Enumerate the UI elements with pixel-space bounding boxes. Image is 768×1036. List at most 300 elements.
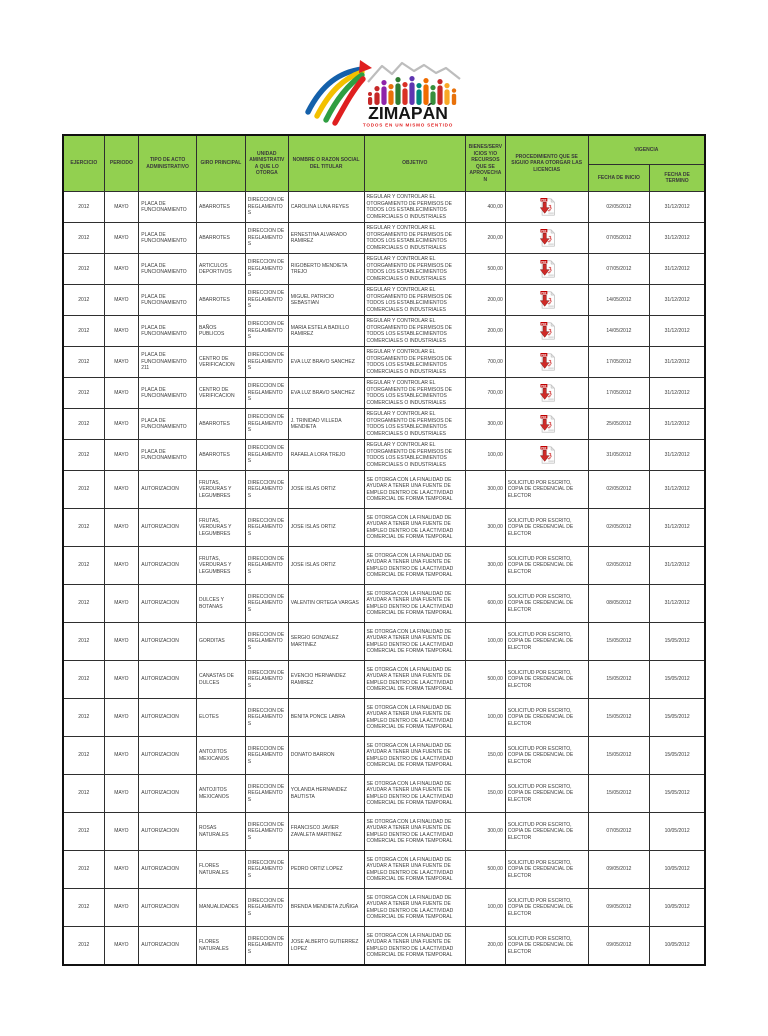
cell-fecha-termino: 31/12/2012 (650, 409, 705, 440)
cell-objetivo: SE OTORGA CON LA FINALIDAD DE AYUDAR A TENER UNA FUENTE DE EMPLEO DENTRO DE LA ACTIVIDAD COMERCIAL DE FORMA TEMPORAL (364, 471, 465, 509)
cell-periodo: MAYO (104, 737, 139, 775)
cell-nombre: BENITA PONCE LABRA (288, 699, 364, 737)
cell-periodo: MAYO (104, 623, 139, 661)
cell-nombre: RAFAELA LORA TREJO (288, 440, 364, 471)
cell-fecha-inicio: 08/05/2012 (588, 585, 650, 623)
cell-periodo: MAYO (104, 378, 139, 409)
cell-giro: ABARROTES (197, 440, 246, 471)
cell-nombre: JOSE ALBERTO GUTIERREZ LOPEZ (288, 927, 364, 966)
cell-objetivo: SE OTORGA CON LA FINALIDAD DE AYUDAR A TENER UNA FUENTE DE EMPLEO DENTRO DE LA ACTIVIDAD COMERCIAL DE FORMA TEMPORAL (364, 623, 465, 661)
cell-periodo: MAYO (104, 223, 139, 254)
cell-ejercicio: 2012 (63, 409, 104, 440)
cell-tipo-acto: AUTORIZACION (139, 889, 197, 927)
cell-monto: 500,00 (465, 254, 505, 285)
municipal-logo (0, 0, 768, 128)
table-row (63, 223, 705, 254)
col-header-ejercicio: EJERCICIO (63, 135, 104, 192)
cell-tipo-acto: PLACA DE FUNCIONAMIENTO (139, 440, 197, 471)
cell-periodo: MAYO (104, 661, 139, 699)
cell-giro: BAÑOS PUBLICOS (197, 316, 246, 347)
cell-procedimiento: SOLICITUD POR ESCRITO, COPIA DE CREDENCIAL DE ELECTOR (505, 547, 588, 585)
col-header-procedimiento: PROCEDIMIENTO QUE SE SIGUIO PARA OTORGAR LAS LICENCIAS (505, 135, 588, 192)
cell-periodo: MAYO (104, 851, 139, 889)
cell-monto: 300,00 (465, 813, 505, 851)
svg-text:PDF: PDF (540, 384, 547, 388)
cell-ejercicio: 2012 (63, 585, 104, 623)
logo-title: ZIMAPÁN (368, 103, 448, 123)
cell-ejercicio: 2012 (63, 347, 104, 378)
cell-unidad: DIRECCION DE REGLAMENTOS (245, 889, 288, 927)
cell-giro: MANUALIDADES (197, 889, 246, 927)
cell-unidad: DIRECCION DE REGLAMENTOS (245, 813, 288, 851)
cell-procedimiento (505, 192, 588, 223)
cell-fecha-inicio: 15/05/2012 (588, 699, 650, 737)
cell-tipo-acto: AUTORIZACION (139, 509, 197, 547)
cell-unidad: DIRECCION DE REGLAMENTOS (245, 316, 288, 347)
cell-ejercicio: 2012 (63, 661, 104, 699)
cell-giro: ABARROTES (197, 285, 246, 316)
cell-monto: 700,00 (465, 378, 505, 409)
cell-ejercicio: 2012 (63, 737, 104, 775)
cell-fecha-inicio: 02/05/2012 (588, 509, 650, 547)
cell-objetivo: SE OTORGA CON LA FINALIDAD DE AYUDAR A TENER UNA FUENTE DE EMPLEO DENTRO DE LA ACTIVIDAD COMERCIAL DE FORMA TEMPORAL (364, 661, 465, 699)
table-row (63, 889, 705, 927)
table-row (63, 347, 705, 378)
cell-monto: 200,00 (465, 927, 505, 966)
cell-fecha-inicio: 25/05/2012 (588, 409, 650, 440)
cell-procedimiento (505, 440, 588, 471)
cell-giro: CENTRO DE VERIFICACION (197, 347, 246, 378)
cell-ejercicio: 2012 (63, 192, 104, 223)
cell-procedimiento (505, 254, 588, 285)
col-header-tipo-acto: TIPO DE ACTO ADMINISTRATIVO (139, 135, 197, 192)
cell-objetivo: SE OTORGA CON LA FINALIDAD DE AYUDAR A TENER UNA FUENTE DE EMPLEO DENTRO DE LA ACTIVIDAD COMERCIAL DE FORMA TEMPORAL (364, 889, 465, 927)
cell-fecha-termino: 10/05/2012 (650, 927, 705, 966)
cell-tipo-acto: AUTORIZACION (139, 547, 197, 585)
cell-nombre: PEDRO ORTIZ LOPEZ (288, 851, 364, 889)
logo-tagline: TODOS EN UN MISMO SENTIDO (362, 122, 454, 128)
cell-ejercicio: 2012 (63, 440, 104, 471)
cell-unidad: DIRECCION DE REGLAMENTOS (245, 347, 288, 378)
cell-monto: 200,00 (465, 223, 505, 254)
cell-tipo-acto: AUTORIZACION (139, 471, 197, 509)
cell-objetivo: REGULAR Y CONTROLAR EL OTORGAMIENTO DE PERMISOS DE TODOS LOS ESTABLECIMIENTOS COMERCIALES O INDUSTRIALES (364, 440, 465, 471)
cell-fecha-inicio: 15/05/2012 (588, 623, 650, 661)
cell-procedimiento: SOLICITUD POR ESCRITO, COPIA DE CREDENCIAL DE ELECTOR (505, 737, 588, 775)
table-row (63, 851, 705, 889)
svg-text:PDF: PDF (540, 353, 547, 357)
col-header-objetivo: OBJETIVO (364, 135, 465, 192)
cell-fecha-inicio: 02/05/2012 (588, 192, 650, 223)
cell-procedimiento: SOLICITUD POR ESCRITO, COPIA DE CREDENCIAL DE ELECTOR (505, 889, 588, 927)
cell-objetivo: SE OTORGA CON LA FINALIDAD DE AYUDAR A TENER UNA FUENTE DE EMPLEO DENTRO DE LA ACTIVIDAD COMERCIAL DE FORMA TEMPORAL (364, 775, 465, 813)
pdf-download-icon[interactable] (538, 414, 556, 434)
cell-ejercicio: 2012 (63, 285, 104, 316)
cell-procedimiento: SOLICITUD POR ESCRITO, COPIA DE CREDENCIAL DE ELECTOR (505, 471, 588, 509)
cell-fecha-termino: 31/12/2012 (650, 285, 705, 316)
cell-ejercicio: 2012 (63, 851, 104, 889)
cell-unidad: DIRECCION DE REGLAMENTOS (245, 409, 288, 440)
cell-tipo-acto: PLACA DE FUNCIONAMIENTO (139, 316, 197, 347)
cell-tipo-acto: PLACA DE FUNCIONAMIENTO 211 (139, 347, 197, 378)
cell-tipo-acto: PLACA DE FUNCIONAMIENTO (139, 223, 197, 254)
cell-nombre: FRANCISCO JAVIER ZAVALETA MARTINEZ (288, 813, 364, 851)
cell-objetivo: REGULAR Y CONTROLAR EL OTORGAMIENTO DE PERMISOS DE TODOS LOS ESTABLECIMIENTOS COMERCIALES O INDUSTRIALES (364, 192, 465, 223)
cell-fecha-termino: 31/12/2012 (650, 223, 705, 254)
cell-procedimiento: SOLICITUD POR ESCRITO, COPIA DE CREDENCIAL DE ELECTOR (505, 623, 588, 661)
cell-periodo: MAYO (104, 927, 139, 966)
cell-ejercicio: 2012 (63, 775, 104, 813)
cell-fecha-inicio: 15/05/2012 (588, 737, 650, 775)
cell-periodo: MAYO (104, 347, 139, 378)
cell-monto: 300,00 (465, 409, 505, 440)
col-header-giro: GIRO PRINCIPAL (197, 135, 246, 192)
cell-periodo: MAYO (104, 409, 139, 440)
pdf-download-icon[interactable] (538, 445, 556, 465)
pdf-download-icon[interactable] (538, 321, 556, 341)
cell-objetivo: SE OTORGA CON LA FINALIDAD DE AYUDAR A TENER UNA FUENTE DE EMPLEO DENTRO DE LA ACTIVIDAD COMERCIAL DE FORMA TEMPORAL (364, 813, 465, 851)
cell-fecha-inicio: 14/05/2012 (588, 316, 650, 347)
cell-unidad: DIRECCION DE REGLAMENTOS (245, 927, 288, 966)
cell-fecha-termino: 15/05/2012 (650, 699, 705, 737)
cell-periodo: MAYO (104, 192, 139, 223)
cell-tipo-acto: AUTORIZACION (139, 661, 197, 699)
cell-ejercicio: 2012 (63, 927, 104, 966)
cell-tipo-acto: PLACA DE FUNCIONAMIENTO (139, 192, 197, 223)
cell-monto: 600,00 (465, 585, 505, 623)
cell-giro: ARTICULOS DEPORTIVOS (197, 254, 246, 285)
cell-tipo-acto: AUTORIZACION (139, 623, 197, 661)
cell-unidad: DIRECCION DE REGLAMENTOS (245, 661, 288, 699)
cell-procedimiento (505, 347, 588, 378)
cell-periodo: MAYO (104, 547, 139, 585)
cell-giro: ABARROTES (197, 223, 246, 254)
cell-periodo: MAYO (104, 699, 139, 737)
cell-monto: 150,00 (465, 775, 505, 813)
cell-objetivo: SE OTORGA CON LA FINALIDAD DE AYUDAR A TENER UNA FUENTE DE EMPLEO DENTRO DE LA ACTIVIDAD COMERCIAL DE FORMA TEMPORAL (364, 851, 465, 889)
cell-fecha-termino: 10/05/2012 (650, 813, 705, 851)
cell-giro: ROSAS NATURALES (197, 813, 246, 851)
cell-fecha-inicio: 09/05/2012 (588, 927, 650, 966)
cell-fecha-termino: 31/12/2012 (650, 471, 705, 509)
cell-monto: 400,00 (465, 192, 505, 223)
cell-nombre: J. TRINIDAD VILLEDA MENDIETA (288, 409, 364, 440)
cell-periodo: MAYO (104, 775, 139, 813)
cell-monto: 500,00 (465, 851, 505, 889)
table-row (63, 409, 705, 440)
cell-giro: CANASTAS DE DULCES (197, 661, 246, 699)
cell-giro: CENTRO DE VERIFICACION (197, 378, 246, 409)
cell-unidad: DIRECCION DE REGLAMENTOS (245, 440, 288, 471)
cell-unidad: DIRECCION DE REGLAMENTOS (245, 585, 288, 623)
cell-monto: 150,00 (465, 737, 505, 775)
cell-fecha-inicio: 14/05/2012 (588, 285, 650, 316)
table-row (63, 737, 705, 775)
cell-fecha-termino: 31/12/2012 (650, 347, 705, 378)
cell-ejercicio: 2012 (63, 699, 104, 737)
cell-nombre: ERNESTINA ALVARADO RAMIREZ (288, 223, 364, 254)
svg-text:PDF: PDF (540, 229, 547, 233)
cell-ejercicio: 2012 (63, 889, 104, 927)
cell-fecha-inicio: 07/05/2012 (588, 223, 650, 254)
col-header-nombre: NOMBRE O RAZON SOCIAL DEL TITULAR (288, 135, 364, 192)
cell-ejercicio: 2012 (63, 471, 104, 509)
cell-giro: DULCES Y BOTANAS (197, 585, 246, 623)
cell-tipo-acto: AUTORIZACION (139, 813, 197, 851)
svg-text:PDF: PDF (540, 291, 547, 295)
cell-fecha-inicio: 15/05/2012 (588, 661, 650, 699)
col-header-fecha-termino: FECHA DE TERMINO (650, 165, 705, 192)
cell-fecha-termino: 31/12/2012 (650, 547, 705, 585)
table-row (63, 699, 705, 737)
table-row (63, 623, 705, 661)
cell-nombre: YOLANDA HERNANDEZ BAUTISTA (288, 775, 364, 813)
color-arcs-icon (308, 60, 372, 123)
cell-fecha-termino: 31/12/2012 (650, 378, 705, 409)
cell-fecha-inicio: 15/05/2012 (588, 775, 650, 813)
cell-nombre: EVA LUZ BRAVO SANCHEZ (288, 378, 364, 409)
cell-ejercicio: 2012 (63, 378, 104, 409)
zimapan-logo-graphic (304, 58, 464, 128)
cell-nombre: EVENCIO HERNANDEZ RAMIREZ (288, 661, 364, 699)
permits-table (62, 134, 706, 966)
pdf-download-icon[interactable] (538, 290, 556, 310)
table-row (63, 661, 705, 699)
cell-monto: 100,00 (465, 440, 505, 471)
cell-procedimiento: SOLICITUD POR ESCRITO, COPIA DE CREDENCIAL DE ELECTOR (505, 699, 588, 737)
table-row (63, 285, 705, 316)
cell-periodo: MAYO (104, 254, 139, 285)
cell-unidad: DIRECCION DE REGLAMENTOS (245, 192, 288, 223)
cell-unidad: DIRECCION DE REGLAMENTOS (245, 471, 288, 509)
cell-periodo: MAYO (104, 813, 139, 851)
cell-nombre: BRENDA MENDIETA ZUÑIGA (288, 889, 364, 927)
cell-giro: ABARROTES (197, 192, 246, 223)
cell-monto: 300,00 (465, 471, 505, 509)
cell-nombre: SERGIO GONZALEZ MARTINEZ (288, 623, 364, 661)
cell-unidad: DIRECCION DE REGLAMENTOS (245, 254, 288, 285)
cell-objetivo: SE OTORGA CON LA FINALIDAD DE AYUDAR A TENER UNA FUENTE DE EMPLEO DENTRO DE LA ACTIVIDAD COMERCIAL DE FORMA TEMPORAL (364, 585, 465, 623)
cell-procedimiento: SOLICITUD POR ESCRITO, COPIA DE CREDENCIAL DE ELECTOR (505, 813, 588, 851)
cell-ejercicio: 2012 (63, 316, 104, 347)
cell-tipo-acto: AUTORIZACION (139, 851, 197, 889)
cell-objetivo: SE OTORGA CON LA FINALIDAD DE AYUDAR A TENER UNA FUENTE DE EMPLEO DENTRO DE LA ACTIVIDAD COMERCIAL DE FORMA TEMPORAL (364, 509, 465, 547)
cell-giro: ELOTES (197, 699, 246, 737)
people-silhouettes-icon (368, 76, 456, 105)
cell-procedimiento (505, 409, 588, 440)
cell-monto: 300,00 (465, 509, 505, 547)
cell-procedimiento (505, 285, 588, 316)
cell-tipo-acto: AUTORIZACION (139, 775, 197, 813)
cell-procedimiento: SOLICITUD POR ESCRITO, COPIA DE CREDENCIAL DE ELECTOR (505, 851, 588, 889)
cell-giro: FLORES NATURALES (197, 851, 246, 889)
table-row (63, 775, 705, 813)
cell-fecha-inicio: 02/05/2012 (588, 547, 650, 585)
cell-procedimiento (505, 378, 588, 409)
arrow-tip-icon (359, 60, 372, 73)
svg-text:PDF: PDF (540, 446, 547, 450)
cell-nombre: RIGOBERTO MENDIETA TREJO (288, 254, 364, 285)
cell-fecha-inicio: 09/05/2012 (588, 889, 650, 927)
cell-giro: FLORES NATURALES (197, 927, 246, 966)
cell-procedimiento: SOLICITUD POR ESCRITO, COPIA DE CREDENCIAL DE ELECTOR (505, 509, 588, 547)
cell-giro: GORDITAS (197, 623, 246, 661)
cell-monto: 100,00 (465, 623, 505, 661)
cell-tipo-acto: PLACA DE FUNCIONAMIENTO (139, 409, 197, 440)
cell-ejercicio: 2012 (63, 254, 104, 285)
cell-nombre: CAROLINA LUNA REYES (288, 192, 364, 223)
cell-objetivo: REGULAR Y CONTROLAR EL OTORGAMIENTO DE PERMISOS DE TODOS LOS ESTABLECIMIENTOS COMERCIALES O INDUSTRIALES (364, 285, 465, 316)
cell-objetivo: REGULAR Y CONTROLAR EL OTORGAMIENTO DE PERMISOS DE TODOS LOS ESTABLECIMIENTOS COMERCIALES O INDUSTRIALES (364, 409, 465, 440)
svg-text:PDF: PDF (540, 260, 547, 264)
cell-fecha-inicio: 02/05/2012 (588, 471, 650, 509)
table-row (63, 378, 705, 409)
cell-periodo: MAYO (104, 285, 139, 316)
cell-nombre: VALENTIN ORTEGA VARGAS (288, 585, 364, 623)
pdf-download-icon[interactable] (538, 228, 556, 248)
cell-tipo-acto: PLACA DE FUNCIONAMIENTO (139, 254, 197, 285)
cell-nombre: JOSE ISLAS ORTIZ (288, 471, 364, 509)
cell-fecha-termino: 15/05/2012 (650, 775, 705, 813)
cell-objetivo: REGULAR Y CONTROLAR EL OTORGAMIENTO DE PERMISOS DE TODOS LOS ESTABLECIMIENTOS COMERCIALES O INDUSTRIALES (364, 254, 465, 285)
cell-unidad: DIRECCION DE REGLAMENTOS (245, 737, 288, 775)
cell-fecha-termino: 15/05/2012 (650, 623, 705, 661)
col-header-periodo: PERIODO (104, 135, 139, 192)
cell-nombre: MIGUEL PATRICIO SEBASTIAN (288, 285, 364, 316)
pdf-download-icon[interactable] (538, 352, 556, 372)
table-body (63, 192, 705, 966)
table-row (63, 547, 705, 585)
cell-nombre: EVA LUZ BRAVO SANCHEZ (288, 347, 364, 378)
cell-tipo-acto: AUTORIZACION (139, 927, 197, 966)
pdf-download-icon[interactable] (538, 259, 556, 279)
cell-tipo-acto: PLACA DE FUNCIONAMIENTO (139, 378, 197, 409)
cell-nombre: MARIA ESTELA BADILLO RAMIREZ (288, 316, 364, 347)
bottom-margin (0, 966, 768, 1036)
cell-procedimiento: SOLICITUD POR ESCRITO, COPIA DE CREDENCIAL DE ELECTOR (505, 775, 588, 813)
cell-fecha-termino: 10/05/2012 (650, 851, 705, 889)
cell-objetivo: REGULAR Y CONTROLAR EL OTORGAMIENTO DE PERMISOS DE TODOS LOS ESTABLECIMIENTOS COMERCIALES O INDUSTRIALES (364, 347, 465, 378)
table-row (63, 192, 705, 223)
cell-tipo-acto: AUTORIZACION (139, 699, 197, 737)
cell-unidad: DIRECCION DE REGLAMENTOS (245, 509, 288, 547)
cell-monto: 700,00 (465, 347, 505, 378)
cell-fecha-termino: 15/05/2012 (650, 661, 705, 699)
table-row (63, 316, 705, 347)
table-row (63, 813, 705, 851)
cell-fecha-termino: 31/12/2012 (650, 254, 705, 285)
permits-table-container (62, 134, 706, 966)
cell-unidad: DIRECCION DE REGLAMENTOS (245, 223, 288, 254)
table-header (63, 135, 705, 192)
pdf-download-icon[interactable] (538, 197, 556, 217)
svg-text:PDF: PDF (540, 415, 547, 419)
cell-monto: 200,00 (465, 285, 505, 316)
cell-objetivo: SE OTORGA CON LA FINALIDAD DE AYUDAR A TENER UNA FUENTE DE EMPLEO DENTRO DE LA ACTIVIDAD COMERCIAL DE FORMA TEMPORAL (364, 927, 465, 966)
table-row (63, 585, 705, 623)
cell-fecha-inicio: 09/05/2012 (588, 851, 650, 889)
cell-periodo: MAYO (104, 316, 139, 347)
cell-giro: FRUTAS, VERDURAS Y LEGUMBRES (197, 509, 246, 547)
cell-ejercicio: 2012 (63, 223, 104, 254)
cell-fecha-termino: 31/12/2012 (650, 585, 705, 623)
svg-text:PDF: PDF (540, 322, 547, 326)
cell-unidad: DIRECCION DE REGLAMENTOS (245, 851, 288, 889)
cell-tipo-acto: AUTORIZACION (139, 737, 197, 775)
cell-monto: 200,00 (465, 316, 505, 347)
cell-tipo-acto: PLACA DE FUNCIONAMIENTO (139, 285, 197, 316)
cell-giro: FRUTAS, VERDURAS Y LEGUMBRES (197, 471, 246, 509)
cell-unidad: DIRECCION DE REGLAMENTOS (245, 623, 288, 661)
cell-tipo-acto: AUTORIZACION (139, 585, 197, 623)
cell-giro: ANTOJITOS MEXICANOS (197, 775, 246, 813)
cell-objetivo: SE OTORGA CON LA FINALIDAD DE AYUDAR A TENER UNA FUENTE DE EMPLEO DENTRO DE LA ACTIVIDAD COMERCIAL DE FORMA TEMPORAL (364, 547, 465, 585)
cell-monto: 300,00 (465, 547, 505, 585)
cell-unidad: DIRECCION DE REGLAMENTOS (245, 775, 288, 813)
table-row (63, 927, 705, 966)
cell-fecha-termino: 31/12/2012 (650, 316, 705, 347)
cell-giro: ANTOJITOS MEXICANOS (197, 737, 246, 775)
cell-procedimiento: SOLICITUD POR ESCRITO, COPIA DE CREDENCIAL DE ELECTOR (505, 927, 588, 966)
cell-procedimiento: SOLICITUD POR ESCRITO, COPIA DE CREDENCIAL DE ELECTOR (505, 585, 588, 623)
table-row (63, 471, 705, 509)
cell-nombre: JOSE ISLAS ORTIZ (288, 509, 364, 547)
cell-procedimiento (505, 223, 588, 254)
cell-objetivo: REGULAR Y CONTROLAR EL OTORGAMIENTO DE PERMISOS DE TODOS LOS ESTABLECIMIENTOS COMERCIALES O INDUSTRIALES (364, 378, 465, 409)
table-row (63, 509, 705, 547)
cell-monto: 100,00 (465, 889, 505, 927)
svg-text:PDF: PDF (540, 198, 547, 202)
cell-periodo: MAYO (104, 440, 139, 471)
table-row (63, 254, 705, 285)
cell-ejercicio: 2012 (63, 813, 104, 851)
cell-fecha-inicio: 31/05/2012 (588, 440, 650, 471)
cell-monto: 100,00 (465, 699, 505, 737)
cell-monto: 500,00 (465, 661, 505, 699)
cell-unidad: DIRECCION DE REGLAMENTOS (245, 547, 288, 585)
cell-fecha-termino: 31/12/2012 (650, 509, 705, 547)
cell-objetivo: SE OTORGA CON LA FINALIDAD DE AYUDAR A TENER UNA FUENTE DE EMPLEO DENTRO DE LA ACTIVIDAD COMERCIAL DE FORMA TEMPORAL (364, 737, 465, 775)
cell-unidad: DIRECCION DE REGLAMENTOS (245, 378, 288, 409)
cell-fecha-termino: 31/12/2012 (650, 440, 705, 471)
cell-objetivo: REGULAR Y CONTROLAR EL OTORGAMIENTO DE PERMISOS DE TODOS LOS ESTABLECIMIENTOS COMERCIALES O INDUSTRIALES (364, 316, 465, 347)
cell-objetivo: REGULAR Y CONTROLAR EL OTORGAMIENTO DE PERMISOS DE TODOS LOS ESTABLECIMIENTOS COMERCIALES O INDUSTRIALES (364, 223, 465, 254)
pdf-download-icon[interactable] (538, 383, 556, 403)
cell-periodo: MAYO (104, 509, 139, 547)
cell-procedimiento: SOLICITUD POR ESCRITO, COPIA DE CREDENCIAL DE ELECTOR (505, 661, 588, 699)
cell-fecha-inicio: 07/05/2012 (588, 813, 650, 851)
cell-giro: FRUTAS, VERDURAS Y LEGUMBRES (197, 547, 246, 585)
cell-procedimiento (505, 316, 588, 347)
cell-unidad: DIRECCION DE REGLAMENTOS (245, 699, 288, 737)
col-header-vigencia: VIGENCIA (588, 135, 705, 165)
cell-nombre: DONATO BARRON (288, 737, 364, 775)
cell-giro: ABARROTES (197, 409, 246, 440)
cell-fecha-inicio: 17/05/2012 (588, 347, 650, 378)
cell-fecha-inicio: 17/05/2012 (588, 378, 650, 409)
col-header-unidad: UNIDAD AMINISTRATIVA QUE LO OTORGA (245, 135, 288, 192)
cell-nombre: JOSE ISLAS ORTIZ (288, 547, 364, 585)
cell-ejercicio: 2012 (63, 547, 104, 585)
cell-unidad: DIRECCION DE REGLAMENTOS (245, 285, 288, 316)
col-header-fecha-inicio: FECHA DE INICIO (588, 165, 650, 192)
cell-objetivo: SE OTORGA CON LA FINALIDAD DE AYUDAR A TENER UNA FUENTE DE EMPLEO DENTRO DE LA ACTIVIDAD COMERCIAL DE FORMA TEMPORAL (364, 699, 465, 737)
cell-fecha-termino: 15/05/2012 (650, 737, 705, 775)
cell-fecha-termino: 10/05/2012 (650, 889, 705, 927)
cell-fecha-termino: 31/12/2012 (650, 192, 705, 223)
cell-periodo: MAYO (104, 585, 139, 623)
cell-periodo: MAYO (104, 471, 139, 509)
